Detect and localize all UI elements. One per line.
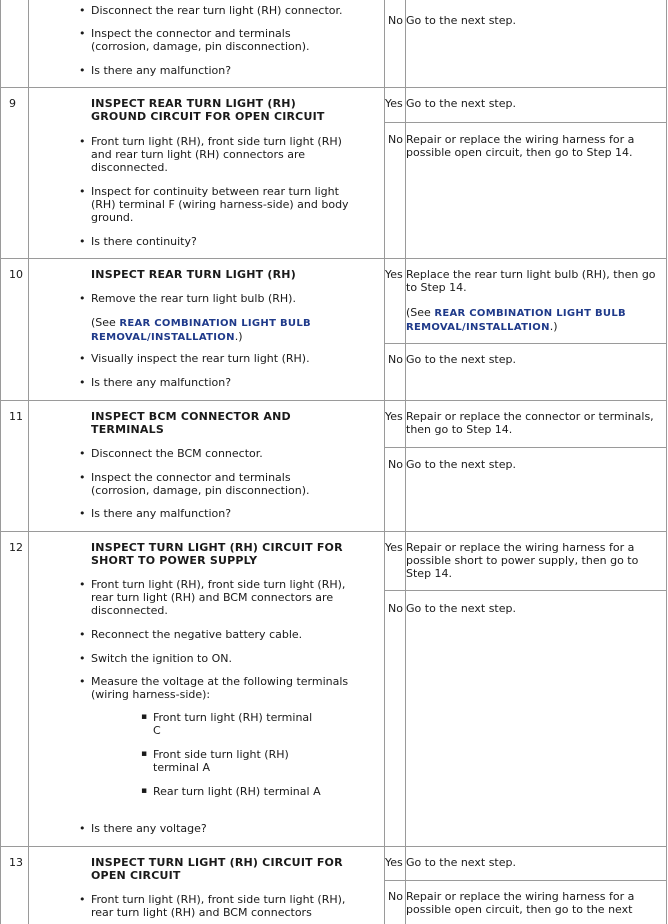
yes-label: Yes: [385, 97, 403, 110]
step-bullet: • Front turn light (RH), front side turn light (RH), rear turn light (RH) and BCM connectors: [79, 893, 361, 919]
no-result: Go to the next step.: [406, 353, 516, 366]
step-bullet: • Disconnect the BCM connector.: [79, 447, 381, 460]
yes-label: Yes: [385, 541, 403, 554]
yes-result: Repair or replace the wiring harness for a possible short to power supply, then go to Step 14.: [406, 541, 639, 580]
row-divider: [0, 531, 667, 532]
step-bullet: • Disconnect the rear turn light (RH) connector.: [79, 4, 381, 17]
step-title: INSPECT BCM CONNECTOR AND TERMINALS: [91, 410, 291, 436]
step-bullet: • Visually inspect the rear turn light (RH).: [79, 352, 381, 365]
no-label: No: [388, 14, 403, 27]
table-column-divider: [28, 0, 29, 924]
yes-label: Yes: [385, 410, 403, 423]
yes-result: Go to the next step.: [406, 97, 516, 110]
see-suffix: .): [549, 320, 558, 333]
result-divider: [384, 880, 667, 881]
step-number: 11: [9, 410, 23, 423]
no-result: Repair or replace the wiring harness for a possible open circuit, then go to Step 14.: [406, 133, 635, 159]
step-bullet: • Is there any malfunction?: [79, 376, 381, 389]
no-result: Go to the next step.: [406, 14, 516, 27]
no-label: No: [388, 458, 403, 471]
step-title: INSPECT TURN LIGHT (RH) CIRCUIT FOR SHORT TO POWER SUPPLY: [91, 541, 343, 567]
step-number: 13: [9, 856, 23, 869]
yes-result: Repair or replace the connector or terminals, then go to Step 14.: [406, 410, 654, 436]
row-divider: [0, 846, 667, 847]
step-bullet: • Remove the rear turn light bulb (RH).: [79, 292, 381, 305]
no-result: Go to the next step.: [406, 602, 516, 615]
result-divider: [384, 122, 667, 123]
step-bullet: • Switch the ignition to ON.: [79, 652, 381, 665]
see-prefix: (See: [91, 316, 120, 329]
row-divider: [0, 258, 667, 259]
see-prefix: (See: [406, 306, 435, 319]
step-bullet: • Is there continuity?: [79, 235, 381, 248]
no-result: Go to the next step.: [406, 458, 516, 471]
terminal-item: ▪ Front turn light (RH) terminal C: [141, 711, 323, 737]
row-divider: [0, 400, 667, 401]
table-column-divider: [384, 0, 385, 924]
row-divider: [0, 87, 667, 88]
step-number: 12: [9, 541, 23, 554]
step-title: INSPECT TURN LIGHT (RH) CIRCUIT FOR OPEN CIRCUIT: [91, 856, 343, 882]
no-label: No: [388, 890, 403, 903]
step-number: 10: [9, 268, 23, 281]
step-bullet: • Is there any malfunction?: [79, 507, 381, 520]
step-title: INSPECT REAR TURN LIGHT (RH) GROUND CIRCUIT FOR OPEN CIRCUIT: [91, 97, 325, 123]
step-bullet: • Inspect the connector and terminals (corrosion, damage, pin disconnection).: [79, 27, 331, 53]
no-result: Repair or replace the wiring harness for a possible open circuit, then go to the next: [406, 890, 635, 916]
result-divider: [384, 590, 667, 591]
result-divider: [384, 343, 667, 344]
yes-see-reference: [406, 306, 664, 334]
no-label: No: [388, 353, 403, 366]
see-link[interactable]: REAR COMBINATION LIGHT BULB REMOVAL/INSTALLATION: [406, 308, 626, 333]
step-bullet: • Measure the voltage at the following terminals (wiring harness-side):: [79, 675, 361, 701]
step-bullet: • Is there any malfunction?: [79, 64, 381, 77]
yes-result: Go to the next step.: [406, 856, 516, 869]
step-number: 9: [9, 97, 16, 110]
step-bullet: • Inspect for continuity between rear turn light (RH) terminal F (wiring harness-side) and body ground.: [79, 185, 351, 224]
table-border-right: [666, 0, 667, 924]
step-bullet: • Inspect the connector and terminals (corrosion, damage, pin disconnection).: [79, 471, 331, 497]
step-bullet: • Front turn light (RH), front side turn light (RH) and rear turn light (RH) connectors are disconnected.: [79, 135, 361, 174]
yes-result: Replace the rear turn light bulb (RH), then go to Step 14.: [406, 268, 656, 294]
see-link[interactable]: REAR COMBINATION LIGHT BULB REMOVAL/INSTALLATION: [91, 318, 311, 343]
terminal-item: ▪ Rear turn light (RH) terminal A: [141, 785, 323, 798]
step-bullet: • Is there any voltage?: [79, 822, 381, 835]
see-reference: [91, 316, 351, 344]
see-suffix: .): [234, 330, 243, 343]
step-bullet: • Front turn light (RH), front side turn light (RH), rear turn light (RH) and BCM connectors are disconnected.: [79, 578, 361, 617]
terminal-item: ▪ Front side turn light (RH) terminal A: [141, 748, 303, 774]
no-label: No: [388, 602, 403, 615]
yes-label: Yes: [385, 856, 403, 869]
result-divider: [384, 447, 667, 448]
no-label: No: [388, 133, 403, 146]
step-title: INSPECT REAR TURN LIGHT (RH): [91, 268, 296, 281]
table-border-left: [0, 0, 1, 924]
yes-label: Yes: [385, 268, 403, 281]
step-bullet: • Reconnect the negative battery cable.: [79, 628, 381, 641]
